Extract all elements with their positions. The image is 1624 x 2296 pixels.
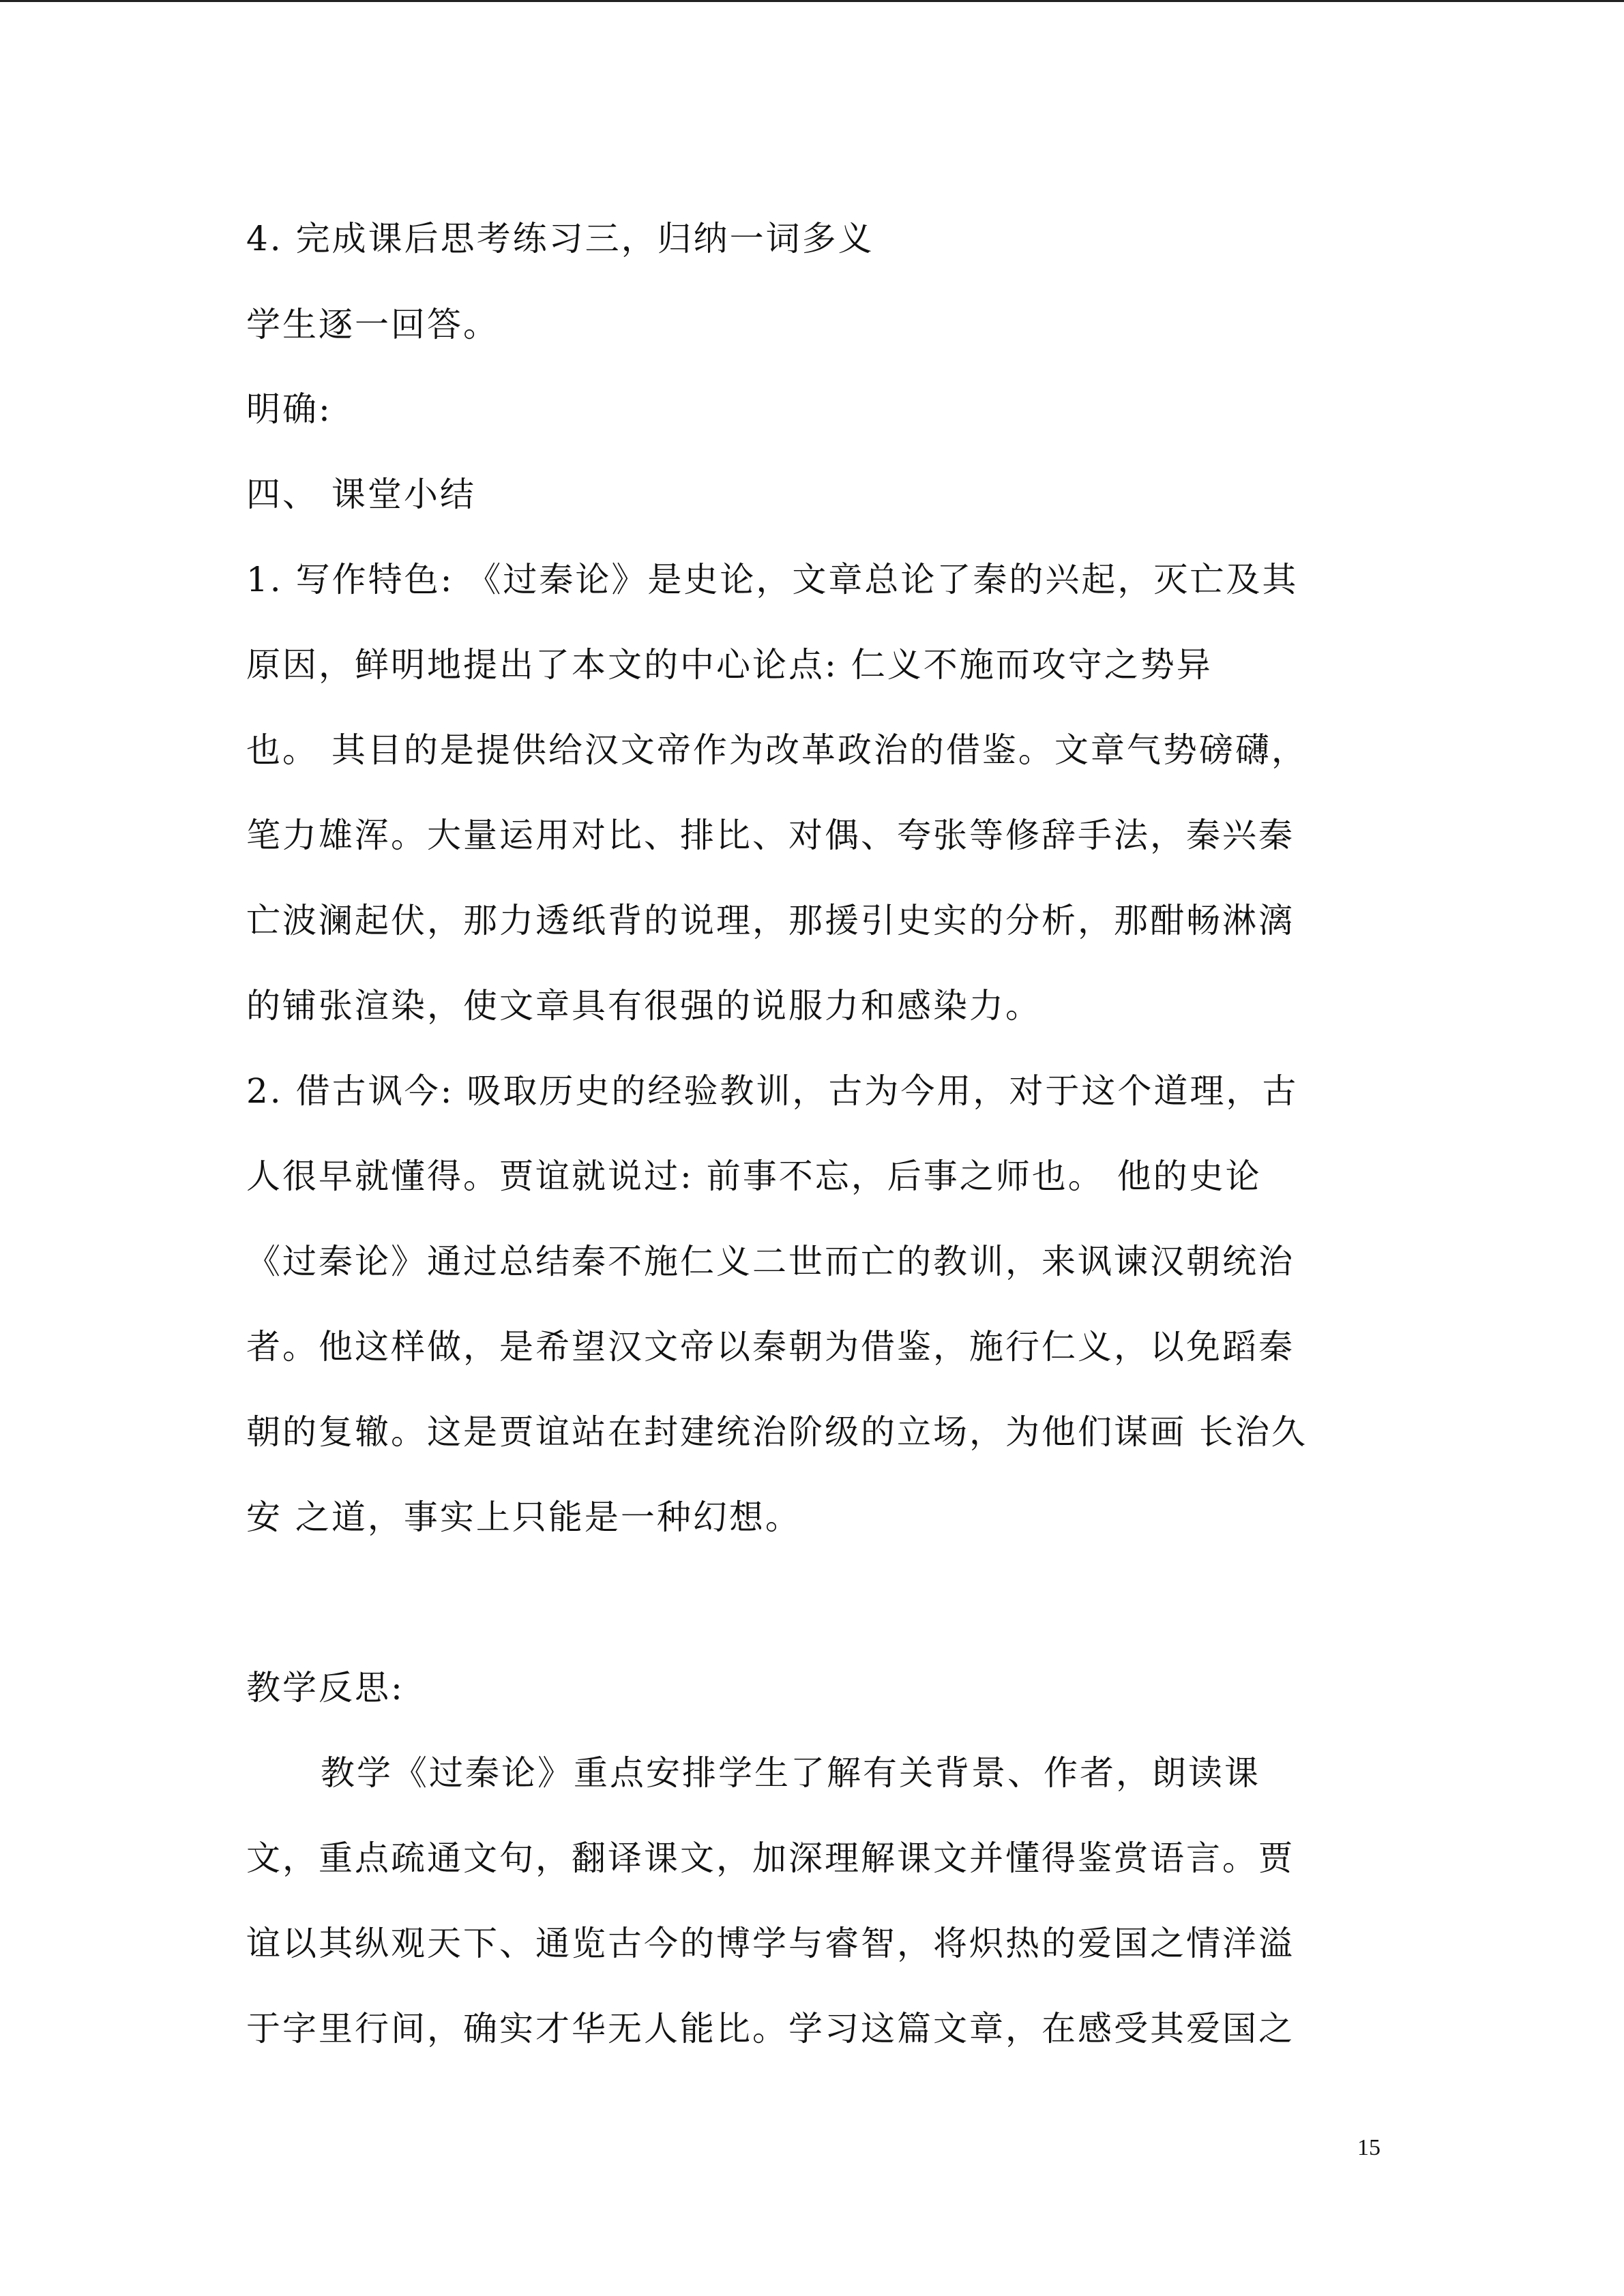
text-line: 笔力雄浑。大量运用对比、排比、对偶、夸张等修辞手法，秦兴秦 xyxy=(246,816,1295,855)
text-line: 的铺张渲染，使文章具有很强的说服力和感染力。 xyxy=(246,986,1042,1026)
page-number: 15 xyxy=(1357,2135,1381,2160)
text-line: 《过秦论》通过总结秦不施仁义二世而亡的教训，来讽谏汉朝统治 xyxy=(246,1242,1295,1281)
text-line: 也。 其目的是提供给汉文帝作为改革政治的借鉴。文章气势磅礴， xyxy=(246,730,1308,770)
text-line: 4. 完成课后思考练习三，归纳一词多义 xyxy=(246,219,874,258)
text-line: 明确: xyxy=(246,389,332,429)
text-line: 人很早就懂得。贾谊就说过: 前事不忘，后事之师也。 他的史论 xyxy=(246,1157,1262,1196)
text-line: 1. 写作特色: 《过秦论》是史论，文章总论了秦的兴起，灭亡及其 xyxy=(246,560,1299,599)
page-top-border xyxy=(0,0,1624,2)
text-line: 原因，鲜明地提出了本文的中心论点: 仁义不施而攻守之势异 xyxy=(246,645,1213,685)
text-line: 安 之道，事实上只能是一种幻想。 xyxy=(246,1497,801,1537)
text-line: 文，重点疏通文句，翻译课文，加深理解课文并懂得鉴赏语言。贾 xyxy=(246,1838,1295,1878)
text-line: 于字里行间，确实才华无人能比。学习这篇文章，在感受其爱国之 xyxy=(246,2009,1295,2048)
text-line: 谊以其纵观天下、通览古今的博学与睿智，将炽热的爱国之情洋溢 xyxy=(246,1924,1295,1963)
section-heading: 四、 课堂小结 xyxy=(246,475,476,514)
section-heading: 教学反思: xyxy=(246,1668,404,1708)
text-line: 者。他这样做，是希望汉文帝以秦朝为借鉴，施行仁义，以免蹈秦 xyxy=(246,1327,1295,1367)
text-line: 学生逐一回答。 xyxy=(246,305,499,344)
text-line: 亡波澜起伏，那力透纸背的说理，那援引史实的分析，那酣畅淋漓 xyxy=(246,901,1295,940)
text-line: 朝的复辙。这是贾谊站在封建统治阶级的立场，为他们谋画 长治久 xyxy=(246,1412,1308,1452)
text-line: 2. 借古讽今: 吸取历史的经验教训，古为今用，对于这个道理，古 xyxy=(246,1071,1299,1111)
text-line: 教学《过秦论》重点安排学生了解有关背景、作者，朗读课 xyxy=(321,1753,1260,1793)
